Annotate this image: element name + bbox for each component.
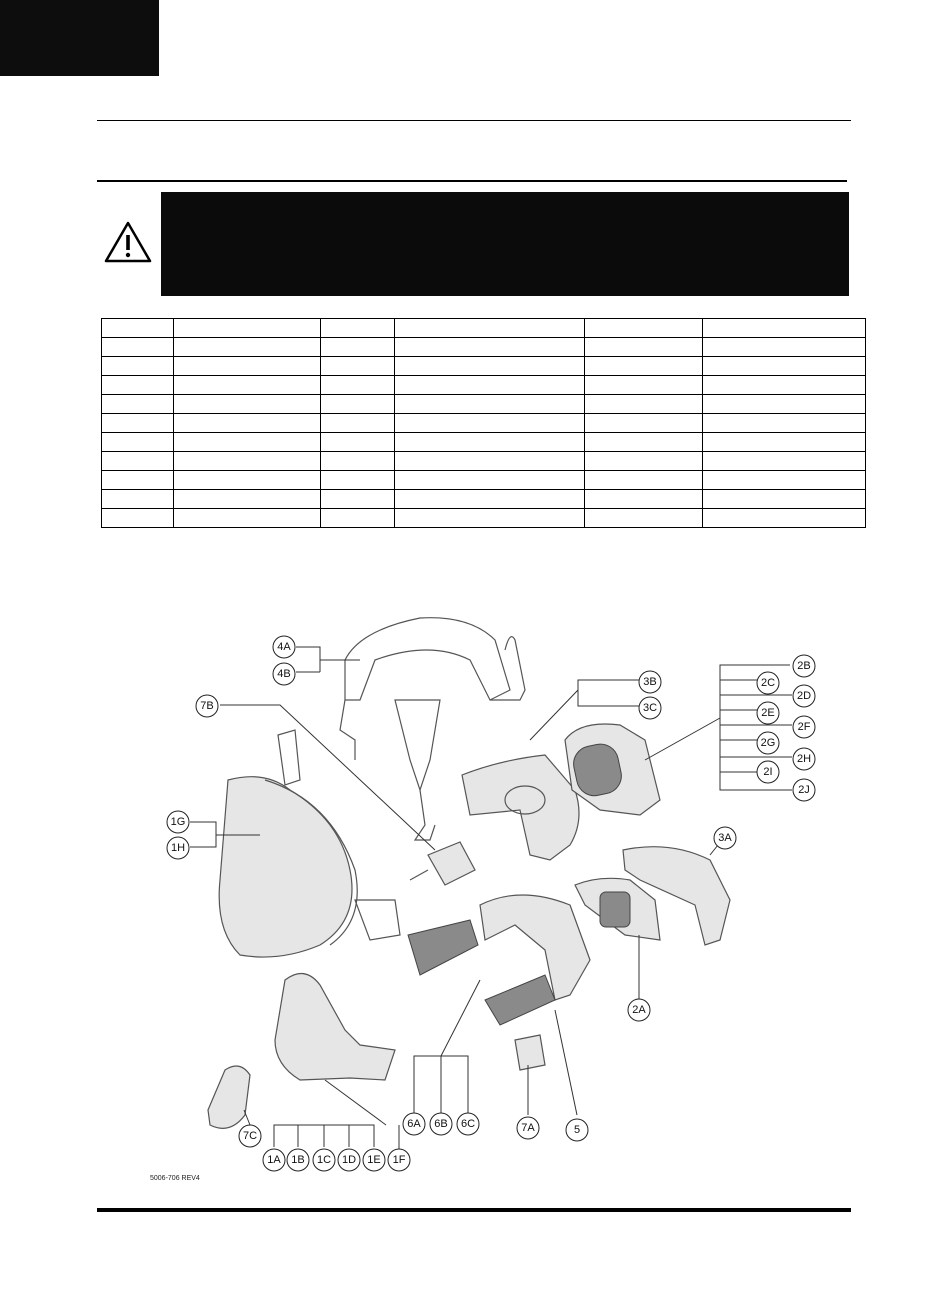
table-cell <box>585 357 703 376</box>
table-cell <box>703 357 866 376</box>
callout-1c <box>313 1149 335 1171</box>
table-cell <box>321 414 395 433</box>
table-cell <box>703 490 866 509</box>
callout-2c <box>757 672 779 694</box>
clip-drawing <box>208 1066 250 1128</box>
callout-7b <box>196 695 218 717</box>
table-cell <box>174 357 321 376</box>
callout-label: 1B <box>291 1154 305 1166</box>
table-cell <box>585 319 703 338</box>
callout-2i <box>757 761 779 783</box>
table-cell <box>102 433 174 452</box>
callout-6b <box>430 1113 452 1135</box>
table-cell <box>102 357 174 376</box>
table-row <box>102 452 866 471</box>
callout-1f <box>388 1149 410 1171</box>
callout-label: 6A <box>407 1118 421 1130</box>
callout-2d <box>793 685 815 707</box>
callout-label: 2G <box>760 737 776 749</box>
table-cell <box>703 319 866 338</box>
table-cell <box>395 357 585 376</box>
callout-label: 4B <box>277 668 291 680</box>
table-cell <box>585 376 703 395</box>
callout-1e <box>363 1149 385 1171</box>
callout-2j <box>793 779 815 801</box>
table-cell <box>174 433 321 452</box>
table-row <box>102 357 866 376</box>
callout-label: 2H <box>796 753 812 765</box>
table-cell <box>102 471 174 490</box>
callout-label: 1G <box>170 816 186 828</box>
table-cell <box>321 433 395 452</box>
callout-2a <box>628 999 650 1021</box>
table-cell <box>102 490 174 509</box>
table-cell <box>321 509 395 528</box>
table-cell <box>395 319 585 338</box>
table-cell <box>395 433 585 452</box>
table-cell <box>174 452 321 471</box>
battery-pack-drawing <box>565 724 660 815</box>
warning-icon <box>103 220 153 264</box>
connector-drawing <box>515 1035 545 1070</box>
footer-rule <box>97 1208 851 1212</box>
callout-4a <box>273 636 295 658</box>
table-cell <box>703 376 866 395</box>
table-cell <box>703 395 866 414</box>
table-cell <box>395 490 585 509</box>
callout-label: 3A <box>718 832 732 844</box>
callout-5 <box>566 1119 588 1141</box>
callout-6a <box>403 1113 425 1135</box>
callout-label: 1E <box>367 1154 381 1166</box>
callout-label: 2J <box>798 784 810 796</box>
callout-label: 1C <box>316 1154 332 1166</box>
callout-1a <box>263 1149 285 1171</box>
table-cell <box>321 471 395 490</box>
callout-label: 4A <box>277 641 291 653</box>
callout-3b <box>639 671 661 693</box>
table-cell <box>174 414 321 433</box>
callout-7c <box>239 1125 261 1147</box>
callout-label: 2I <box>763 766 773 778</box>
table-cell <box>585 338 703 357</box>
blower-drawing <box>462 755 579 860</box>
table-cell <box>321 357 395 376</box>
callout-label: 1F <box>392 1154 406 1166</box>
callout-2g <box>757 732 779 754</box>
table-cell <box>703 433 866 452</box>
table-cell <box>174 395 321 414</box>
corner-tab <box>0 0 159 76</box>
table-cell <box>395 376 585 395</box>
table-cell <box>102 376 174 395</box>
table-cell <box>174 319 321 338</box>
callout-2b <box>793 655 815 677</box>
table-row <box>102 338 866 357</box>
callout-label: 6B <box>434 1118 448 1130</box>
callout-4b <box>273 663 295 685</box>
diagram-code: 5006-706 REV4 <box>150 1175 200 1182</box>
callout-label: 2C <box>760 677 776 689</box>
table-cell <box>585 490 703 509</box>
header-rule <box>97 120 851 121</box>
callout-1h <box>167 837 189 859</box>
table-cell <box>321 319 395 338</box>
table-cell <box>102 509 174 528</box>
table-row <box>102 376 866 395</box>
table-cell <box>395 471 585 490</box>
section-rule <box>97 180 847 182</box>
callout-label: 3C <box>642 702 658 714</box>
callout-label: 2E <box>761 707 775 719</box>
table-row <box>102 433 866 452</box>
table-row <box>102 319 866 338</box>
face-shell-drawing <box>219 730 400 957</box>
table-cell <box>174 471 321 490</box>
table-cell <box>321 395 395 414</box>
table-cell <box>395 395 585 414</box>
callout-1d <box>338 1149 360 1171</box>
table-row <box>102 471 866 490</box>
callout-label: 1D <box>341 1154 357 1166</box>
table-cell <box>585 395 703 414</box>
callout-3a <box>714 827 736 849</box>
table-cell <box>395 452 585 471</box>
hose-yoke-drawing <box>408 895 590 1025</box>
table-cell <box>102 338 174 357</box>
table-row <box>102 509 866 528</box>
callout-label: 1A <box>267 1154 281 1166</box>
table-cell <box>585 433 703 452</box>
callout-label: 2A <box>632 1004 646 1016</box>
table-cell <box>585 414 703 433</box>
callout-label: 2B <box>797 660 811 672</box>
callout-2f <box>793 716 815 738</box>
table-cell <box>321 376 395 395</box>
table-cell <box>102 395 174 414</box>
callout-1b <box>287 1149 309 1171</box>
table-cell <box>174 490 321 509</box>
table-cell <box>703 509 866 528</box>
table-cell <box>395 509 585 528</box>
callout-label: 7B <box>200 700 214 712</box>
table-cell <box>102 452 174 471</box>
callout-label: 5 <box>573 1124 581 1136</box>
table-cell <box>703 338 866 357</box>
callout-label: 1H <box>170 842 186 854</box>
callout-1g <box>167 811 189 833</box>
table-cell <box>703 471 866 490</box>
filter-drawing <box>575 878 660 940</box>
table-cell <box>102 319 174 338</box>
table-cell <box>321 452 395 471</box>
table-cell <box>102 414 174 433</box>
callout-label: 3B <box>643 676 657 688</box>
table-cell <box>703 452 866 471</box>
nose-cup-drawing <box>275 974 395 1080</box>
table-cell <box>395 338 585 357</box>
table-cell <box>174 509 321 528</box>
warning-banner <box>161 192 849 296</box>
parts-table <box>101 318 866 528</box>
callout-3c <box>639 697 661 719</box>
callout-label: 2D <box>796 690 812 702</box>
callout-label: 7C <box>242 1130 258 1142</box>
power-supply-drawing <box>410 842 475 885</box>
table-row <box>102 414 866 433</box>
table-cell <box>585 471 703 490</box>
callout-label: 7A <box>521 1122 535 1134</box>
callout-2e <box>757 702 779 724</box>
table-cell <box>703 414 866 433</box>
callout-7a <box>517 1117 539 1139</box>
table-cell <box>585 509 703 528</box>
parts-exploded-diagram <box>0 600 950 1200</box>
callout-label: 2F <box>797 721 811 733</box>
table-cell <box>395 414 585 433</box>
table-cell <box>585 452 703 471</box>
table-cell <box>174 376 321 395</box>
callout-label: 6C <box>460 1118 476 1130</box>
table-row <box>102 395 866 414</box>
callout-2h <box>793 748 815 770</box>
table-cell <box>321 490 395 509</box>
table-cell <box>174 338 321 357</box>
table-cell <box>321 338 395 357</box>
table-row <box>102 490 866 509</box>
callout-6c <box>457 1113 479 1135</box>
